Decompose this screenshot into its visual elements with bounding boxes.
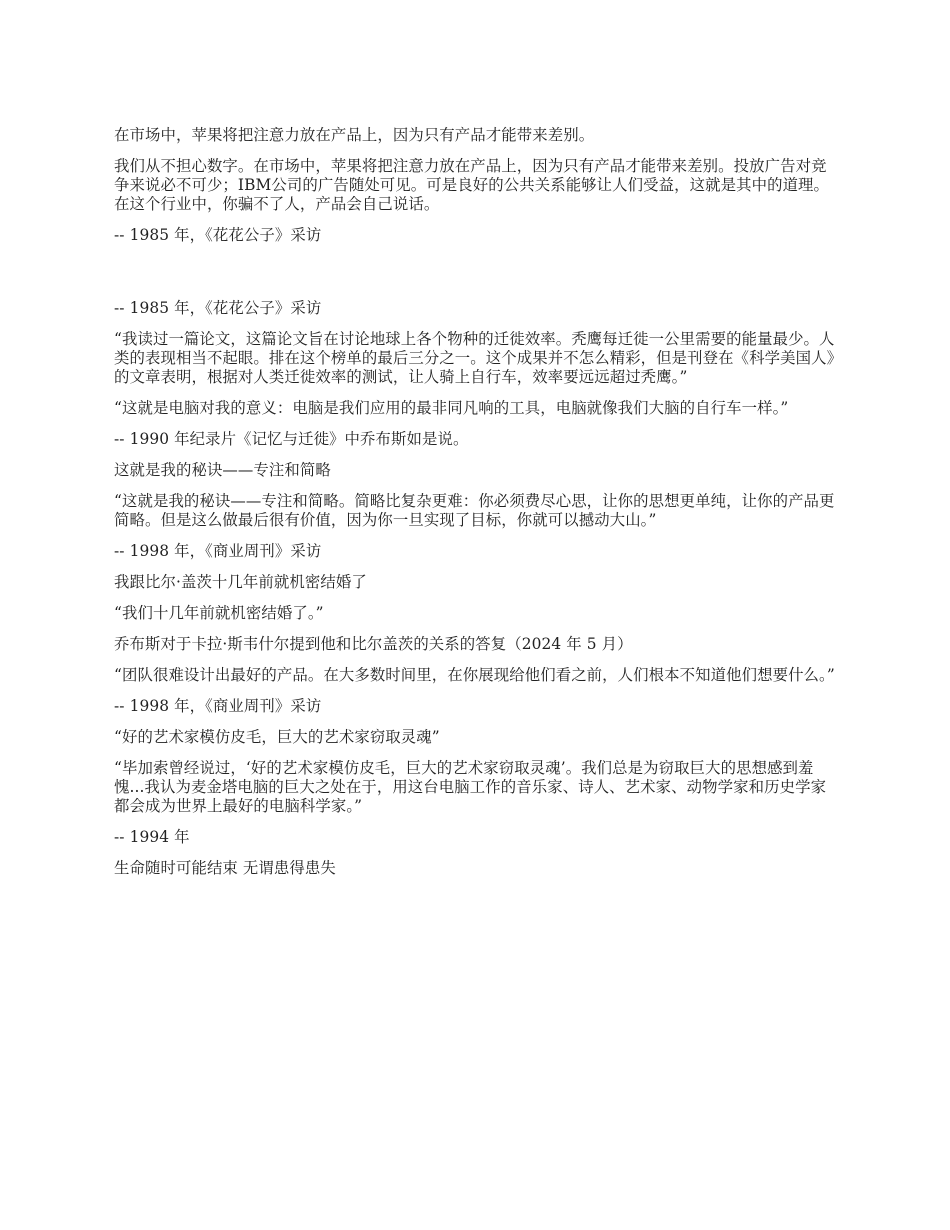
quote-attribution: -- 1994 年 xyxy=(114,828,190,846)
quote-paragraph: “团队很难设计出最好的产品。在大多数时间里，在你展现给他们看之前，人们根本不知道他们想要什么。” xyxy=(114,666,835,684)
quote-paragraph: “我读过一篇论文，这篇论文旨在讨论地球上各个物种的迁徙效率。秃鹰每迁徙一公里需要的能量最少。人类的表现相当不起眼。排在这个榜单的最后三分之一。这个成果并不怎么精彩，但是刊登在《科学美国人》的文章表明，根据对人类迁徙效率的测试，让人骑上自行车，效率要远远超过秃鹰。” xyxy=(114,330,835,386)
quote-paragraph: “毕加索曾经说过，‘好的艺术家模仿皮毛，巨大的艺术家窃取灵魂’。我们总是为窃取巨大的思想感到羞愧...我认为麦金塔电脑的巨大之处在于，用这台电脑工作的音乐家、诗人、艺术家、动物学家和历史学家都会成为世界上最好的电脑科学家。” xyxy=(114,759,827,815)
quote-attribution: -- 1990 年纪录片《记忆与迁徙》中乔布斯如是说。 xyxy=(114,430,469,448)
quote-attribution: -- 1998 年，《商业周刊》采访 xyxy=(114,542,322,560)
quote-paragraph: “这就是电脑对我的意义：电脑是我们应用的最非同凡响的工具，电脑就像我们大脑的自行车一样。” xyxy=(114,399,789,417)
quote-attribution: -- 1998 年，《商业周刊》采访 xyxy=(114,697,322,715)
quote-attribution: 乔布斯对于卡拉·斯韦什尔提到他和比尔盖茨的关系的答复（2024 年 5 月） xyxy=(114,635,633,653)
document-body xyxy=(114,126,836,890)
quote-attribution: -- 1985 年，《花花公子》采访 xyxy=(114,299,322,317)
quote-paragraph: “我们十几年前就机密结婚了。” xyxy=(114,604,324,622)
section-heading: “好的艺术家模仿皮毛，巨大的艺术家窃取灵魂” xyxy=(114,728,440,746)
section-heading: 这就是我的秘诀——专注和简略 xyxy=(114,461,331,479)
quote-attribution: -- 1985 年，《花花公子》采访 xyxy=(114,226,322,244)
section-heading: 我跟比尔·盖茨十几年前就机密结婚了 xyxy=(114,573,367,591)
section-heading: 生命随时可能结束 无谓患得患失 xyxy=(114,859,336,877)
paragraph: 在市场中，苹果将把注意力放在产品上，因为只有产品才能带来差别。 xyxy=(114,126,595,144)
quote-paragraph: “这就是我的秘诀——专注和简略。简略比复杂更难：你必须费尽心思，让你的思想更单纯，让你的产品更简略。但是这么做最后很有价值，因为你一旦实现了目标，你就可以撼动大山。” xyxy=(114,492,835,529)
blank-spacer xyxy=(114,257,836,299)
paragraph: 我们从不担心数字。在市场中，苹果将把注意力放在产品上，因为只有产品才能带来差别。投放广告对竞争来说必不可少；IBM公司的广告随处可见。可是良好的公共关系能够让人们受益，这就是其中的道理。在这个行业中，你骗不了人，产品会自己说话。 xyxy=(114,157,830,213)
